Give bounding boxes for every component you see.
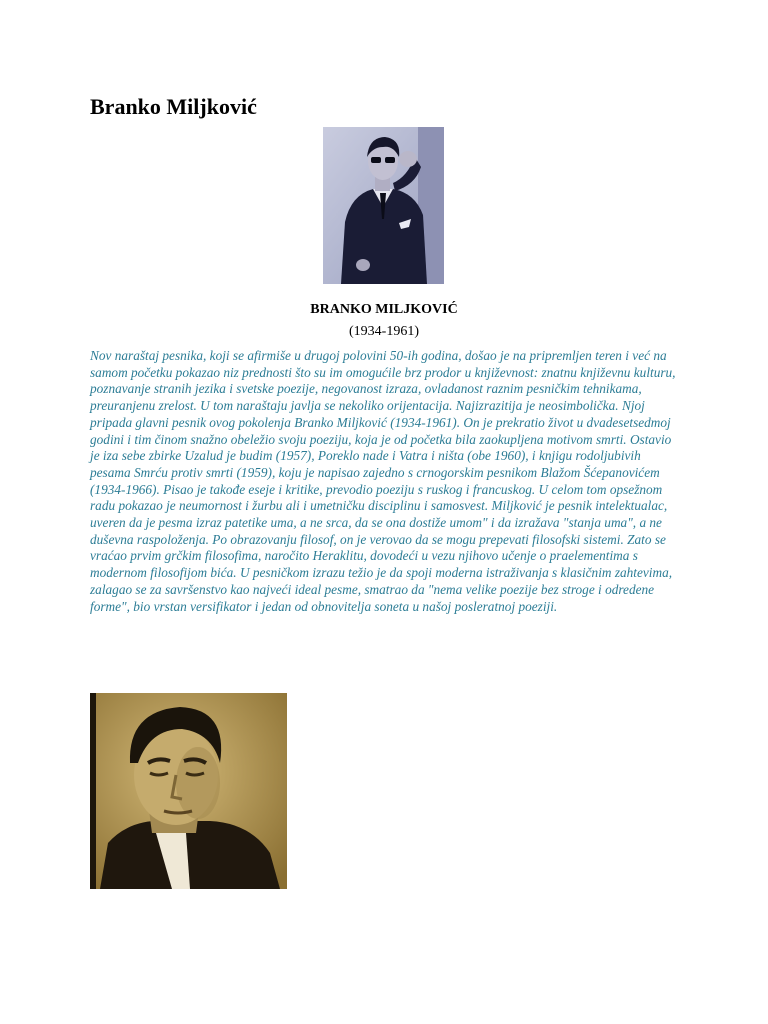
page-title: Branko Miljković: [90, 94, 257, 119]
biography-text: Nov naraštaj pesnika, koji se afirmiše u drugoj polovini 50-ih godina, došao je na pripremljen teren i već na samom početku pokazao niz prednosti što su im omogućile brz prodor u književnost: znatnu književnu kulturu, poznavanje stranih jezika i svetske poezije, negovanost izraza, ovladanost raznim pesničkim tehnikama, preuranjenu zrelost. U tom naraštaju javlja se nekoliko orijentacija. Najizrazitija je neosimbolička. Njoj pripada glavni pesnik ovog pokolenja Branko Miljković (1934-1961). On je prekratio život u dvadesetsedmoj godini i tim činom snažno obeležio svoju poeziju, koja je od početka bila zaokupljena motivom smrti. Ostavio je iza sebe zbirke Uzalud je budim (1957), Poreklo nade i Vatra i ništa (obe 1960), i knjigu rodoljubivih pesama Smrću protiv smrti (1959), koju je napisao zajedno s crnogorskim pesnikom Blažom Šćepanovićem (1934-1966). Pisao je takođe eseje i kritike, prevodio poeziju s ruskog i francuskog. U celom tom opsežnom radu pokazao je neumornost i žurbu ali i umetničku disciplinu i samosvest. Miljković je pesnik intelektualac, uveren da je pesma izraz patetike uma, a ne srca, da se ona dostiže umom" i da izražava "stanja uma", a ne duševna raspoloženja. Po obrazovanju filosof, on je verovao da se mogu prepevati filosofski sistemi. Zato se vraćao prvim grčkim filosofima, naročito Heraklitu, dovodeći u vezu njihovo učenje o praelementima s modernom filosofijom bića. U pesničkom izrazu težio je da spoji moderna istraživanja s klasičnim zahtevima, zalagao se za savršenstvo kao najveći ideal pesme, smatrao da "nema velike poezije bez stroge i odredene forme", bio vrstan versifikator i jedan od obnovitelja soneta u našoj posleratnoj poeziji.: [90, 348, 676, 614]
portrait-photo-standing: [323, 127, 444, 284]
author-name-heading: BRANKO MILJKOVIĆ: [310, 302, 458, 317]
portrait-photo-closeup: [90, 693, 287, 889]
author-years: (1934-1961): [349, 324, 419, 339]
